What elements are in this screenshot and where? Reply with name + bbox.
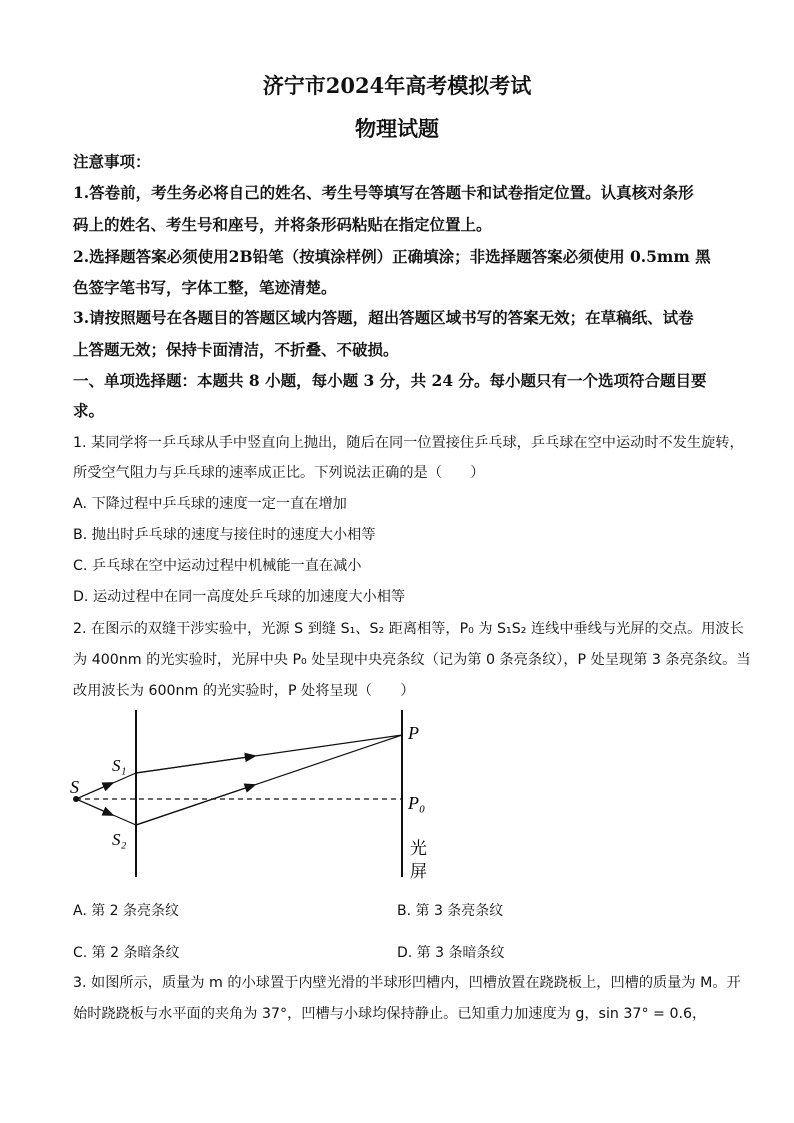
q1-option-d: D. 运动过程中在同一高度处乒乓球的加速度大小相等 (73, 589, 406, 605)
q2-stem: 改用波长为 600nm 的光实验时，P 处将呈现（ ） (73, 683, 415, 699)
exam-subtitle: 物理试题 (355, 116, 439, 141)
label-screen-1: 光 (410, 839, 427, 858)
notice-line: 1.答卷前，考生务必将自己的姓名、考生号等填写在答题卡和试卷指定位置。认真核对条形 (73, 183, 694, 202)
notice-line: 码上的姓名、考生号和座号，并将条形码粘贴在指定位置上。 (73, 215, 492, 234)
q2-option-a: A. 第 2 条亮条纹 (73, 903, 180, 919)
ray-arrow (76, 784, 110, 799)
section-heading: 一、单项选择题：本题共 8 小题，每小题 3 分，共 24 分。每小题只有一个选项符合题目要 (73, 371, 707, 390)
notice-line: 上答题无效；保持卡面清洁，不折叠、不破损。 (73, 340, 399, 359)
ray-arrow (136, 756, 252, 773)
label-p: P (408, 723, 419, 743)
label-screen-2: 屏 (410, 862, 427, 881)
label-s1: S₁ (112, 756, 127, 775)
double-slit-diagram (60, 705, 460, 890)
label-s2: S₂ (112, 830, 127, 849)
label-p0: P₀ (408, 793, 426, 813)
notice-heading: 注意事项： (73, 152, 151, 171)
q2-option-b: B. 第 3 条亮条纹 (397, 903, 504, 919)
q1-option-c: C. 乒乓球在空中运动过程中机械能一直在减小 (73, 558, 362, 574)
q2-stem: 2. 在图示的双缝干涉实验中，光源 S 到缝 S₁、S₂ 距离相等，P₀ 为 S₁S₂ 连线中垂线与光屏的交点。用波长 (73, 621, 744, 637)
q3-stem: 3. 如图所示，质量为 m 的小球置于内壁光滑的半球形凹槽内，凹槽放置在跷跷板上，凹槽的质量为 M。开 (73, 975, 741, 991)
q1-stem: 1. 某同学将一乒乓球从手中竖直向上抛出，随后在同一位置接住乒乓球，乒乓球在空中运动时不发生旋转， (73, 435, 744, 451)
exam-title: 济宁市2024年高考模拟考试 (262, 73, 532, 98)
q1-option-a: A. 下降过程中乒乓球的速度一定一直在增加 (73, 496, 347, 512)
notice-line: 色签字笔书写，字体工整，笔迹清楚。 (73, 278, 337, 297)
section-heading-cont: 求。 (73, 401, 105, 420)
q2-option-c: C. 第 2 条暗条纹 (73, 945, 180, 961)
notice-line: 3.请按照题号在各题目的答题区域内答题，超出答题区域书写的答案无效；在草稿纸、试卷 (73, 308, 694, 327)
ray-arrow (136, 786, 252, 825)
q2-stem: 为 400nm 的光实验时，光屏中央 P₀ 处呈现中央亮条纹（记为第 0 条亮条纹），P 处呈现第 3 条亮条纹。当 (73, 652, 751, 668)
ray-arrow (76, 799, 110, 814)
label-s: S (70, 777, 79, 797)
q2-option-d: D. 第 3 条暗条纹 (397, 945, 505, 961)
q1-option-b: B. 抛出时乒乓球的速度与接住时的速度大小相等 (73, 527, 376, 543)
q3-stem: 始时跷跷板与水平面的夹角为 37°，凹槽与小球均保持静止。已知重力加速度为 g，sin 37° = 0.6， (73, 1006, 707, 1022)
q1-stem: 所受空气阻力与乒乓球的速率成正比。下列说法正确的是（ ） (73, 465, 485, 481)
notice-line: 2.选择题答案必须使用2B铅笔（按填涂样例）正确填涂；非选择题答案必须使用 0.5mm 黑 (73, 247, 711, 266)
